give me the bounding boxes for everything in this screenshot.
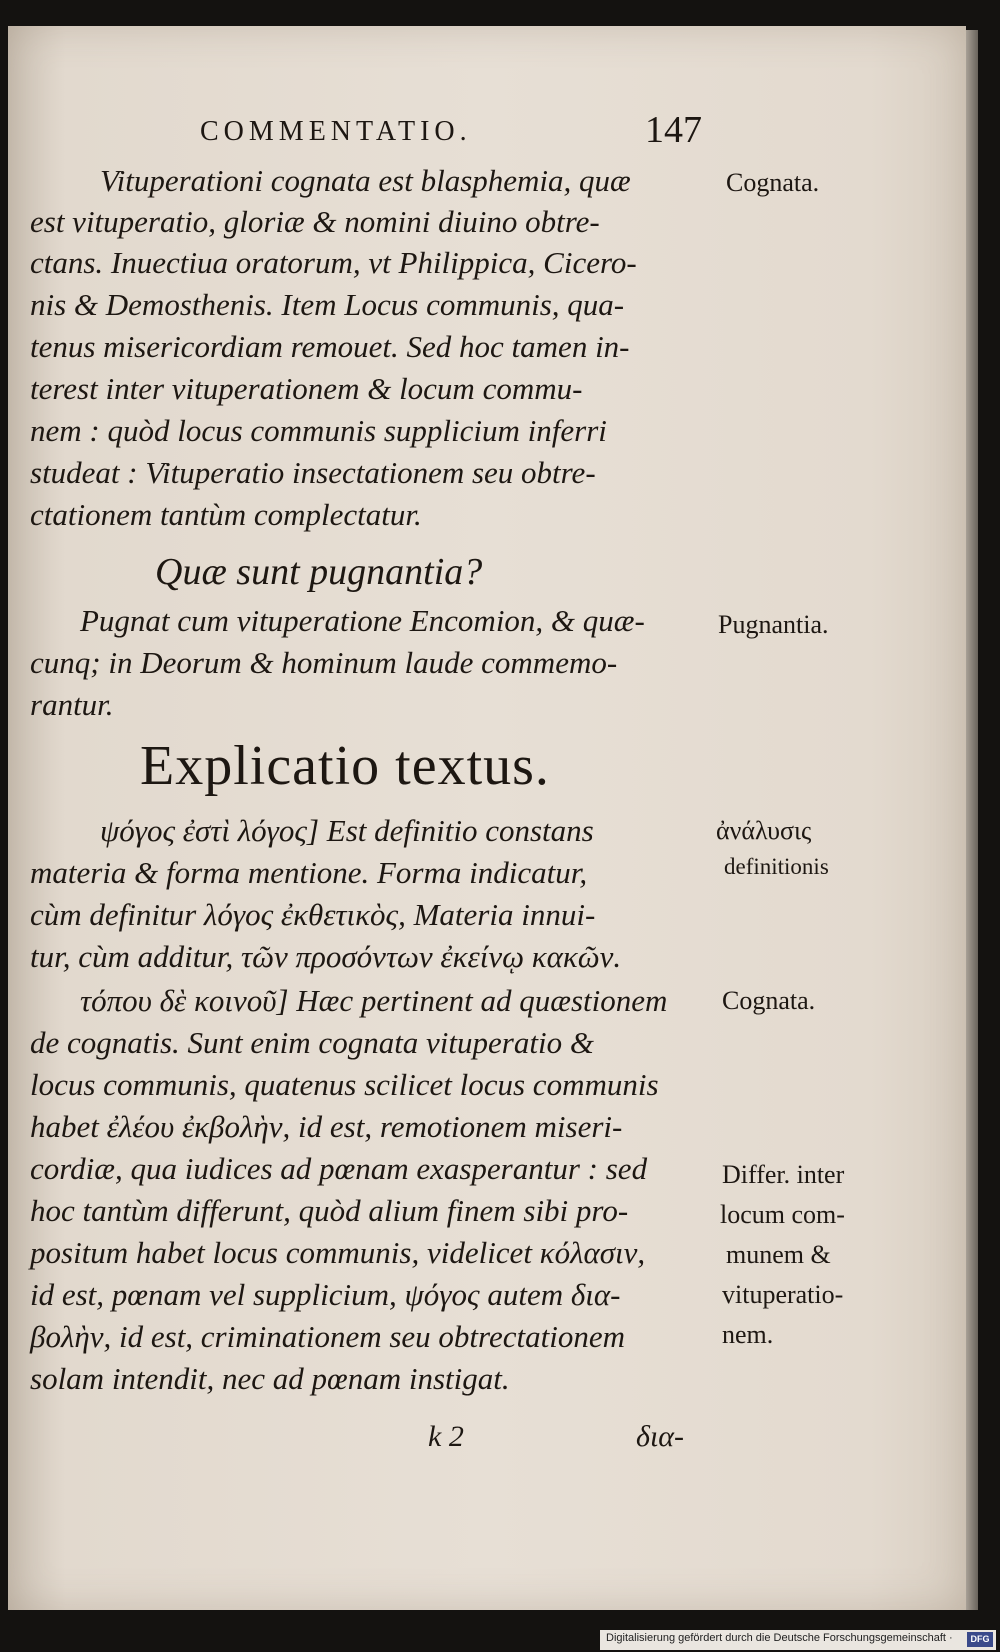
signature-mark: k 2	[428, 1420, 464, 1453]
text-line: cunq; in Deorum & hominum laude commemo-	[30, 645, 618, 680]
text-line: positum habet locus communis, videlicet κόλασιν,	[30, 1235, 646, 1270]
text-line: terest inter vituperationem & locum commu-	[30, 371, 583, 406]
section-title: Explicatio textus.	[140, 735, 550, 797]
margin-note-differ: locum com-	[720, 1200, 845, 1229]
text-line: materia & forma mentione. Forma indicatur,	[30, 855, 588, 890]
margin-note-cognata: Cognata.	[726, 168, 820, 197]
text-line: τόπου δὲ κοινοῦ] Hæc pertinent ad quæstionem	[80, 983, 668, 1018]
page-edge	[966, 30, 978, 1610]
text-line: βολὴν, id est, criminationem seu obtrectationem	[30, 1319, 625, 1354]
catchword: δια-	[636, 1420, 685, 1453]
text-line: ψόγος ἐστὶ λόγος] Est definitio constans	[100, 813, 594, 848]
digitization-footer	[600, 1630, 996, 1650]
text-line: habet ἐλέου ἐκβολὴν, id est, remotionem miseri-	[30, 1109, 623, 1144]
text-line: tenus misericordiam remouet. Sed hoc tamen in-	[30, 329, 630, 364]
text-line: studeat : Vituperatio insectationem seu obtre-	[30, 455, 596, 490]
text-line: solam intendit, nec ad pœnam instigat.	[30, 1361, 510, 1396]
margin-note-analysis: ἀνάλυσις	[716, 816, 812, 845]
margin-note-differ: Differ. inter	[722, 1160, 845, 1189]
question-heading: Quæ sunt pugnantia?	[155, 551, 483, 593]
text-line: hoc tantùm differunt, quòd alium finem sibi pro-	[30, 1193, 629, 1228]
text-line: Pugnat cum vituperatione Encomion, & quæ-	[80, 603, 645, 638]
margin-note-pugnantia: Pugnantia.	[718, 610, 829, 639]
text-line: tur, cùm additur, τῶν προσόντων ἐκείνῳ κακῶν.	[30, 939, 622, 974]
text-line: id est, pœnam vel supplicium, ψόγος autem δια-	[30, 1277, 621, 1312]
margin-note-differ: munem &	[726, 1240, 831, 1269]
text-line: ctationem tantùm complectatur.	[30, 497, 422, 532]
text-line: Vituperationi cognata est blasphemia, quæ	[100, 163, 631, 198]
text-line: nem : quòd locus communis supplicium inferri	[30, 413, 607, 448]
running-head: COMMENTATIO.	[200, 116, 472, 147]
text-line: ctans. Inuectiua oratorum, vt Philippica, Cicero-	[30, 245, 637, 280]
margin-note-differ: vituperatio-	[722, 1280, 844, 1309]
dfg-logo-icon: DFG	[967, 1632, 993, 1647]
text-line: cordiæ, qua iudices ad pœnam exasperantur : sed	[30, 1151, 648, 1186]
text-line: cùm definitur λόγος ἐκθετικὸς, Materia innui-	[30, 897, 596, 932]
text-line: est vituperatio, gloriæ & nomini diuino obtre-	[30, 204, 600, 239]
page-number: 147	[645, 109, 702, 151]
digitization-notice: Digitalisierung gefördert durch die Deutsche Forschungsgemeinschaft ·	[606, 1632, 953, 1644]
page-header	[200, 108, 720, 158]
margin-note-differ: nem.	[722, 1320, 774, 1349]
text-line: de cognatis. Sunt enim cognata vituperatio &	[30, 1025, 594, 1060]
text-line: nis & Demosthenis. Item Locus communis, qua-	[30, 287, 625, 322]
text-line: rantur.	[30, 687, 114, 722]
text-line: locus communis, quatenus scilicet locus communis	[30, 1067, 659, 1102]
margin-note-analysis: definitionis	[724, 854, 829, 879]
margin-note-cognata: Cognata.	[722, 986, 816, 1015]
